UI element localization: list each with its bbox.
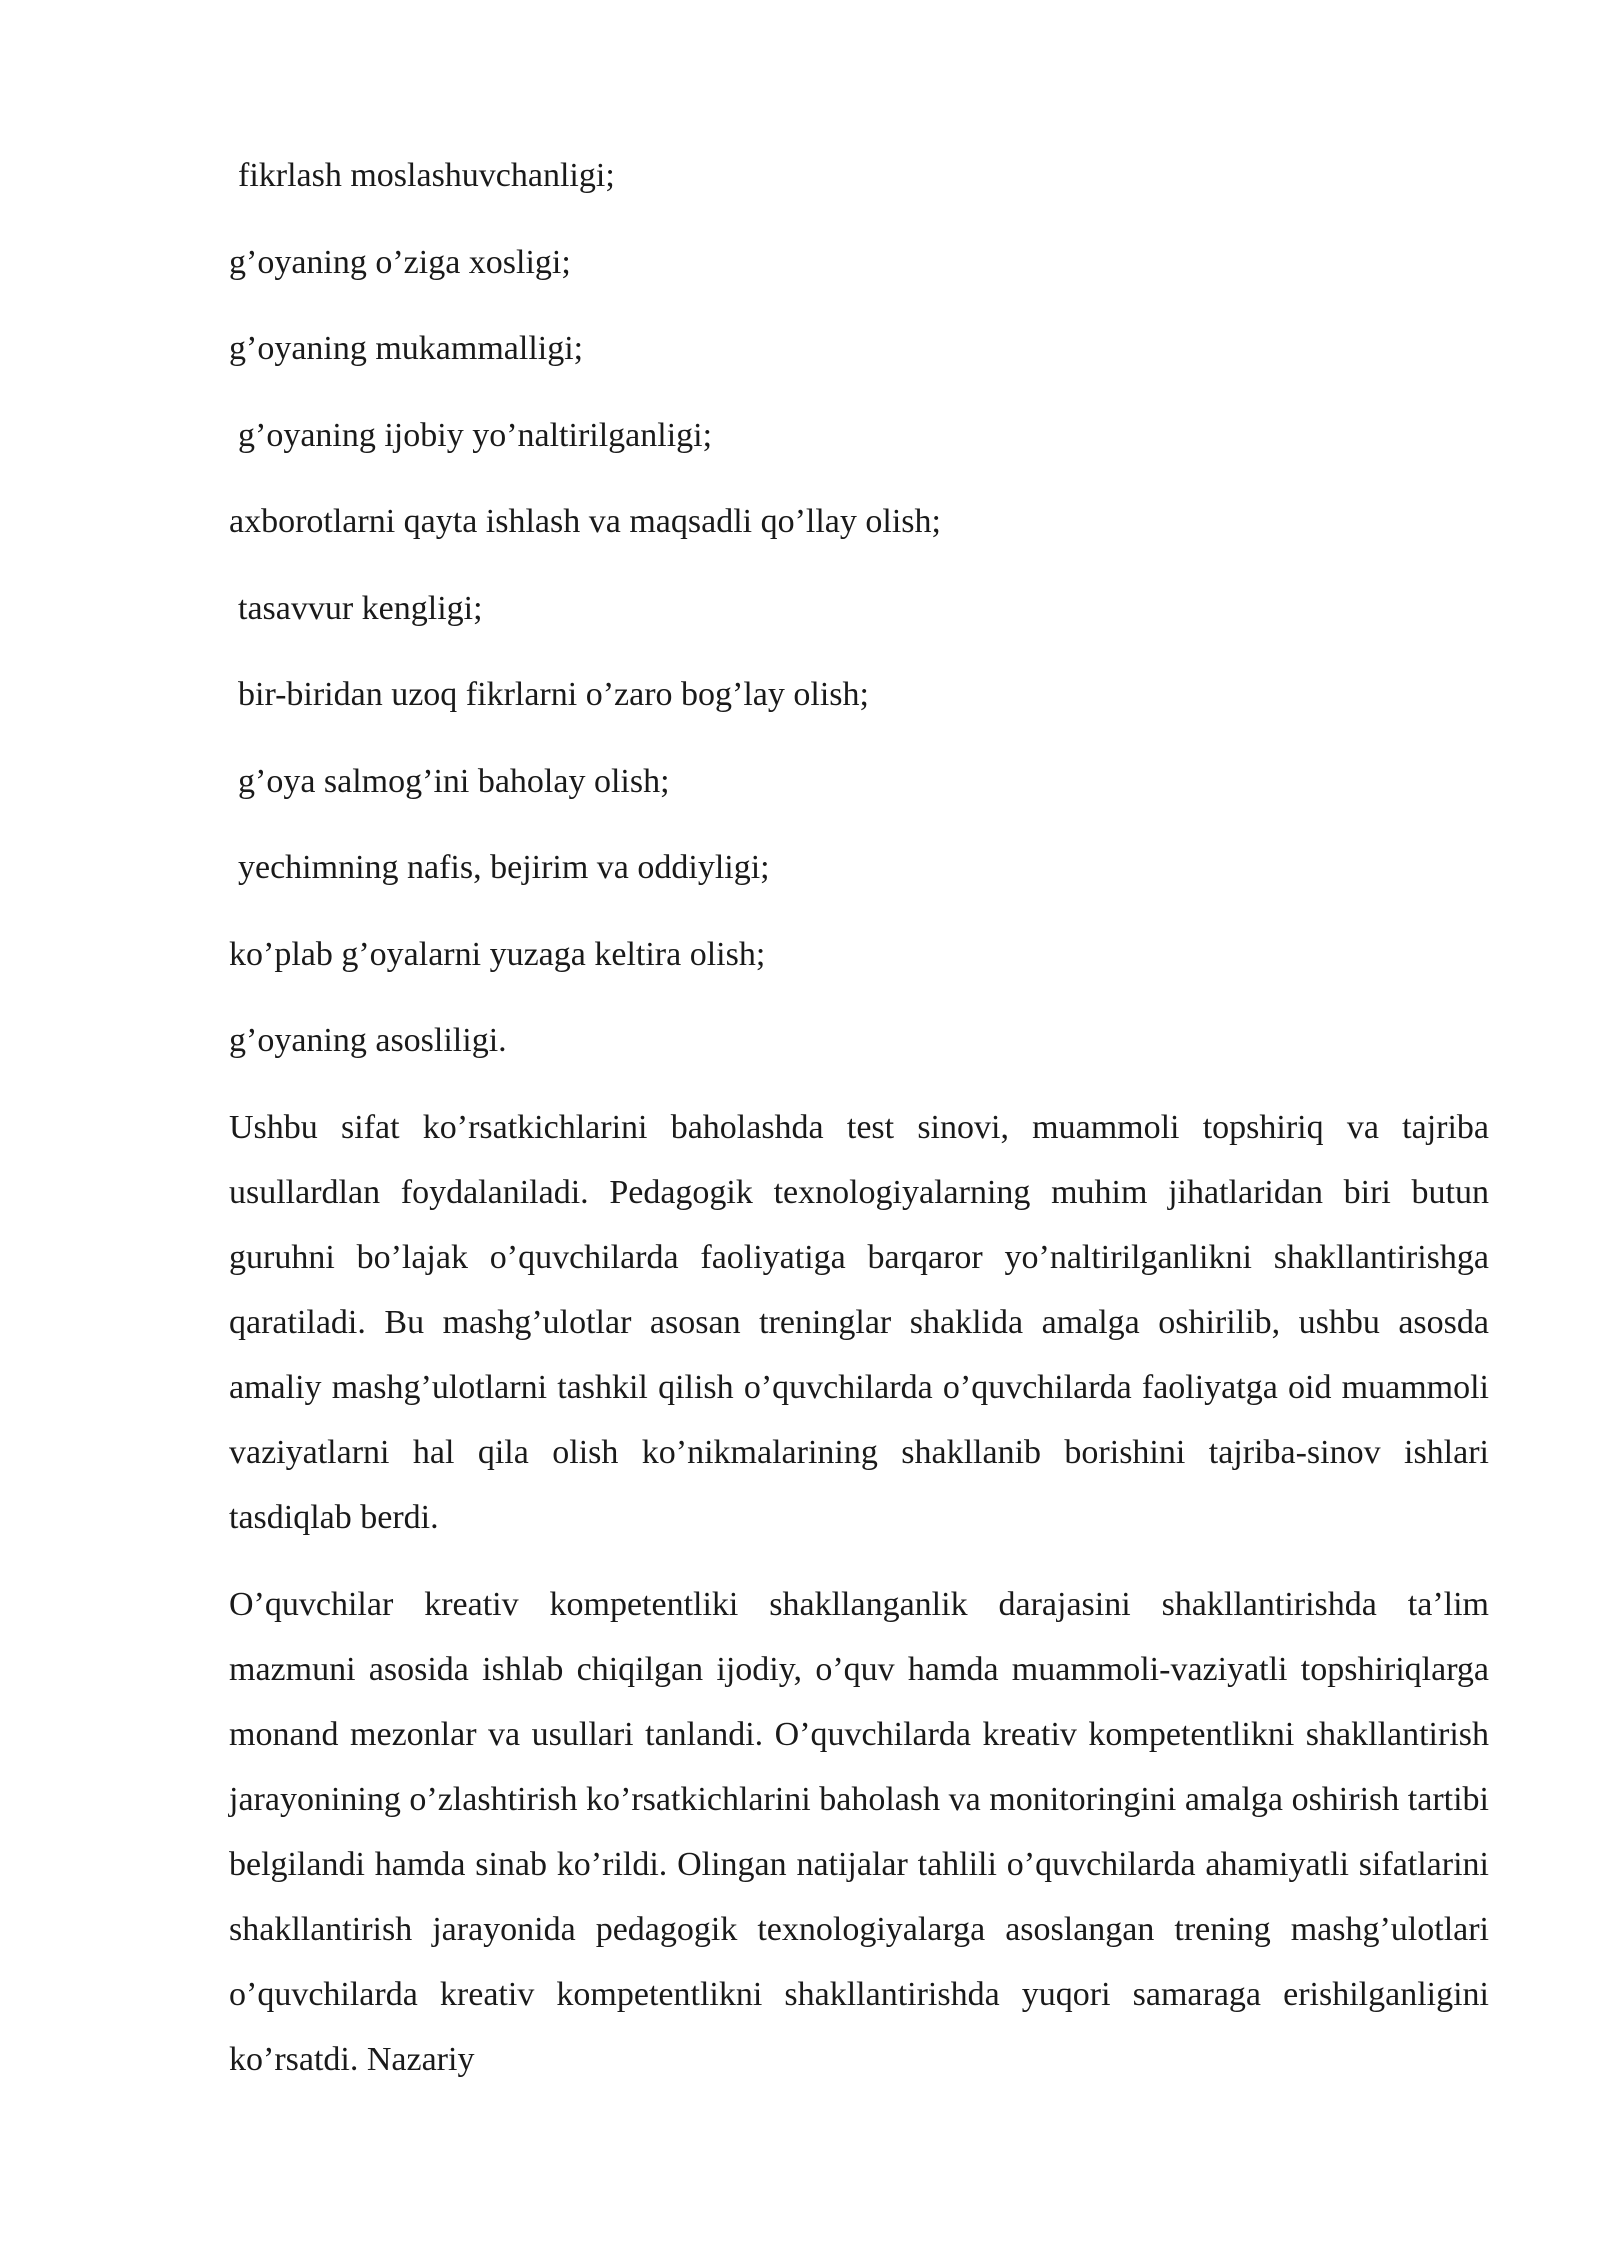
list-item: yechimning nafis, bejirim va oddiyligi;	[238, 849, 770, 886]
body-paragraph: Ushbu sifat ko’rsatkichlarini baholashda test sinovi, muammoli topshiriq va tajriba usullardlan foydalaniladi. Pedagogik texnologiyalarning muhim jihatlaridan biri butun guruhni bo’lajak o’quvchilarda faoliyatiga barqaror yo’naltirilganlikni shakllantirishga qaratiladi. Bu mashg’ulotlar asosan treninglar shaklida amalga oshirilib, ushbu asosda amaliy mashg’ulotlarni tashkil qilish o’quvchilarda o’quvchilarda faoliyatga oid muammoli vaziyatlarni hal qila olish ko’nikmalarining shakllanib borishini tajriba-sinov ishlari tasdiqlab berdi.	[229, 1109, 1489, 1536]
list-item: fikrlash moslashuvchanligi;	[238, 157, 615, 194]
list-item: g’oyaning ijobiy yo’naltirilganligi;	[238, 416, 713, 454]
list-item: bir-biridan uzoq fikrlarni o’zaro bog’lay olish;	[238, 676, 869, 713]
list-item: ko’plab g’oyalarni yuzaga keltira olish;	[229, 935, 766, 973]
list-item: g’oyaning mukammalligi;	[229, 330, 584, 367]
list-item: g’oya salmog’ini baholay olish;	[238, 762, 670, 800]
list-item: g’oyaning o’ziga xosligi;	[229, 243, 571, 281]
list-item: axborotlarni qayta ishlash va maqsadli qo’llay olish;	[229, 503, 941, 540]
body-paragraph: O’quvchilar kreativ kompetentliki shakllanganlik darajasini shakllantirishda ta’lim mazmuni asosida ishlab chiqilgan ijodiy, o’quv hamda muammoli-vaziyatli topshiriqlarga monand mezonlar va usullari tanlandi. O’quvchilarda kreativ kompetentlikni shakllantirish jarayonining o’zlashtirish ko’rsatkichlarini baholash va monitoringini amalga oshirish tartibi belgilandi hamda sinab ko’rildi. Olingan natijalar tahlili o’quvchilarda ahamiyatli sifatlarini shakllantirish jarayonida pedagogik texnologiyalarga asoslangan trening mashg’ulotlari o’quvchilarda kreativ kompetentlikni shakllantirishda yuqori samaraga erishilganligini ko’rsatdi. Nazariy	[229, 1586, 1489, 2078]
list-item: tasavvur kengligi;	[238, 589, 483, 627]
list-item: g’oyaning asosliligi.	[229, 1022, 507, 1059]
criteria-list	[229, 150, 1489, 1102]
